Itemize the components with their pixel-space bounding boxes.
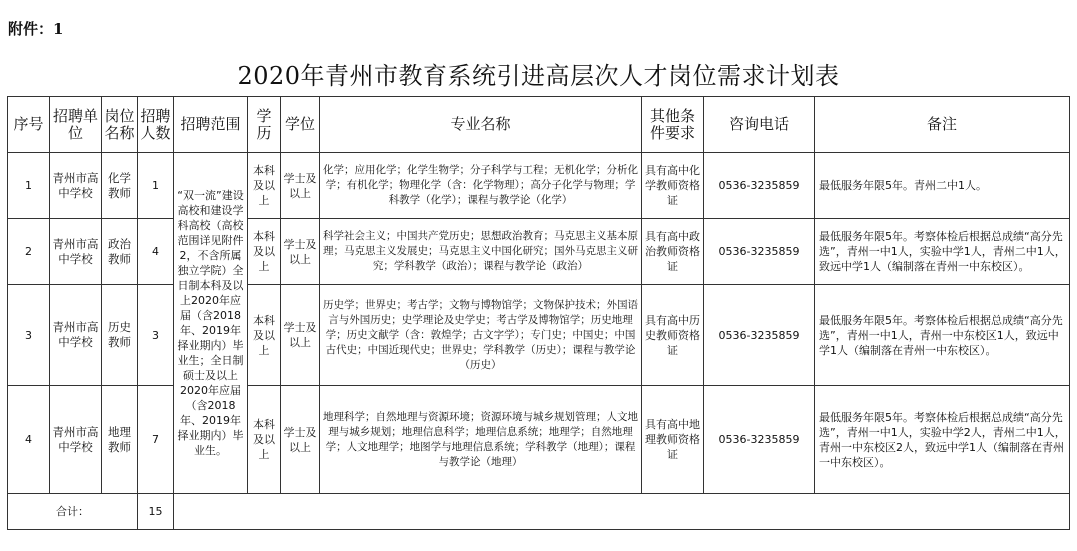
- cell-note: 最低服务年限5年。考察体检后根据总成绩“高分先选”，青州一中1人，青州一中东校区1人，致远中学1人（编制落在青州一中东校区）。: [815, 285, 1070, 386]
- cell-post: 化学教师: [102, 153, 138, 219]
- cell-note: 最低服务年限5年。考察体检后根据总成绩“高分先选”，青州一中1人，实验中学1人，青州二中1人，致远中学1人（编制落在青州一中东校区）。: [815, 219, 1070, 285]
- cell-major: 地理科学；自然地理与资源环境；资源环境与城乡规划管理；人文地理与城乡规划；地理信息科学；地理信息系统；地理学；自然地理学；人文地理学；地图学与地理信息系统；学科教学（地理）；课程与教学论（地理）: [320, 386, 642, 494]
- cell-degree: 学士及以上: [281, 219, 320, 285]
- cell-unit: 青州市高中学校: [50, 153, 102, 219]
- header-seq: 序号: [8, 97, 50, 153]
- page-title: 2020年青州市教育系统引进高层次人才岗位需求计划表: [237, 62, 840, 90]
- header-count: 招聘人数: [138, 97, 174, 153]
- cell-major: 化学；应用化学；化学生物学；分子科学与工程；无机化学；分析化学；有机化学；物理化学（含：化学物理）；高分子化学与物理；学科教学（化学）；课程与教学论（化学）: [320, 153, 642, 219]
- cell-post: 历史教师: [102, 285, 138, 386]
- cell-edu: 本科及以上: [248, 386, 281, 494]
- cell-count: 4: [138, 219, 174, 285]
- cell-post: 政治教师: [102, 219, 138, 285]
- cell-recruit-range: “双一流”建设高校和建设学科高校（高校范围详见附件2，不含所属独立学院）全日制本科及以上2020年应届（含2018年、2019年择业期内）毕业生；全日制硕士及以上2020年应届（含2018年、2019年择业期内）毕业生。: [174, 153, 248, 494]
- cell-edu: 本科及以上: [248, 285, 281, 386]
- header-other: 其他条件要求: [642, 97, 704, 153]
- cell-phone: 0536-3235859: [704, 153, 815, 219]
- header-row: [8, 97, 1070, 153]
- cell-count: 1: [138, 153, 174, 219]
- header-post: 岗位名称: [102, 97, 138, 153]
- cell-count: 7: [138, 386, 174, 494]
- cell-unit: 青州市高中学校: [50, 219, 102, 285]
- cell-note: 最低服务年限5年。青州二中1人。: [815, 153, 1070, 219]
- header-major: 专业名称: [320, 97, 642, 153]
- total-count: 15: [138, 494, 174, 530]
- cell-phone: 0536-3235859: [704, 219, 815, 285]
- header-phone: 咨询电话: [704, 97, 815, 153]
- table-row: [8, 285, 1070, 386]
- table-row: [8, 386, 1070, 494]
- total-row: [8, 494, 1070, 530]
- cell-seq: 1: [8, 153, 50, 219]
- header-edu: 学历: [248, 97, 281, 153]
- position-table: [7, 96, 1070, 530]
- table-row: [8, 219, 1070, 285]
- cell-post: 地理教师: [102, 386, 138, 494]
- cell-major: 科学社会主义；中国共产党历史；思想政治教育；马克思主义基本原理；马克思主义发展史；马克思主义中国化研究；国外马克思主义研究；学科教学（政治）；课程与教学论（政治）: [320, 219, 642, 285]
- cell-seq: 2: [8, 219, 50, 285]
- cell-edu: 本科及以上: [248, 153, 281, 219]
- cell-phone: 0536-3235859: [704, 285, 815, 386]
- cell-count: 3: [138, 285, 174, 386]
- header-degree: 学位: [281, 97, 320, 153]
- header-unit: 招聘单位: [50, 97, 102, 153]
- cell-other: 具有高中历史教师资格证: [642, 285, 704, 386]
- attachment-label: 附件：1: [8, 20, 64, 38]
- table-row: [8, 153, 1070, 219]
- cell-unit: 青州市高中学校: [50, 285, 102, 386]
- total-label: 合计：: [8, 494, 138, 530]
- total-empty: [174, 494, 1070, 530]
- cell-other: 具有高中化学教师资格证: [642, 153, 704, 219]
- cell-other: 具有高中地理教师资格证: [642, 386, 704, 494]
- cell-seq: 4: [8, 386, 50, 494]
- cell-note: 最低服务年限5年。考察体检后根据总成绩“高分先选”，青州一中1人，实验中学2人，青州二中1人，青州一中东校区2人，致远中学1人（编制落在青州一中东校区）。: [815, 386, 1070, 494]
- cell-seq: 3: [8, 285, 50, 386]
- cell-degree: 学士及以上: [281, 386, 320, 494]
- cell-phone: 0536-3235859: [704, 386, 815, 494]
- cell-degree: 学士及以上: [281, 153, 320, 219]
- cell-degree: 学士及以上: [281, 285, 320, 386]
- cell-major: 历史学；世界史；考古学；文物与博物馆学；文物保护技术；外国语言与外国历史；史学理论及史学史；考古学及博物馆学；历史地理学；历史文献学（含：敦煌学；古文字学）；专门史；中国史；中国古代史；中国近现代史；世界史；学科教学（历史）；课程与教学论（历史）: [320, 285, 642, 386]
- cell-other: 具有高中政治教师资格证: [642, 219, 704, 285]
- cell-unit: 青州市高中学校: [50, 386, 102, 494]
- cell-edu: 本科及以上: [248, 219, 281, 285]
- header-note: 备注: [815, 97, 1070, 153]
- header-range: 招聘范围: [174, 97, 248, 153]
